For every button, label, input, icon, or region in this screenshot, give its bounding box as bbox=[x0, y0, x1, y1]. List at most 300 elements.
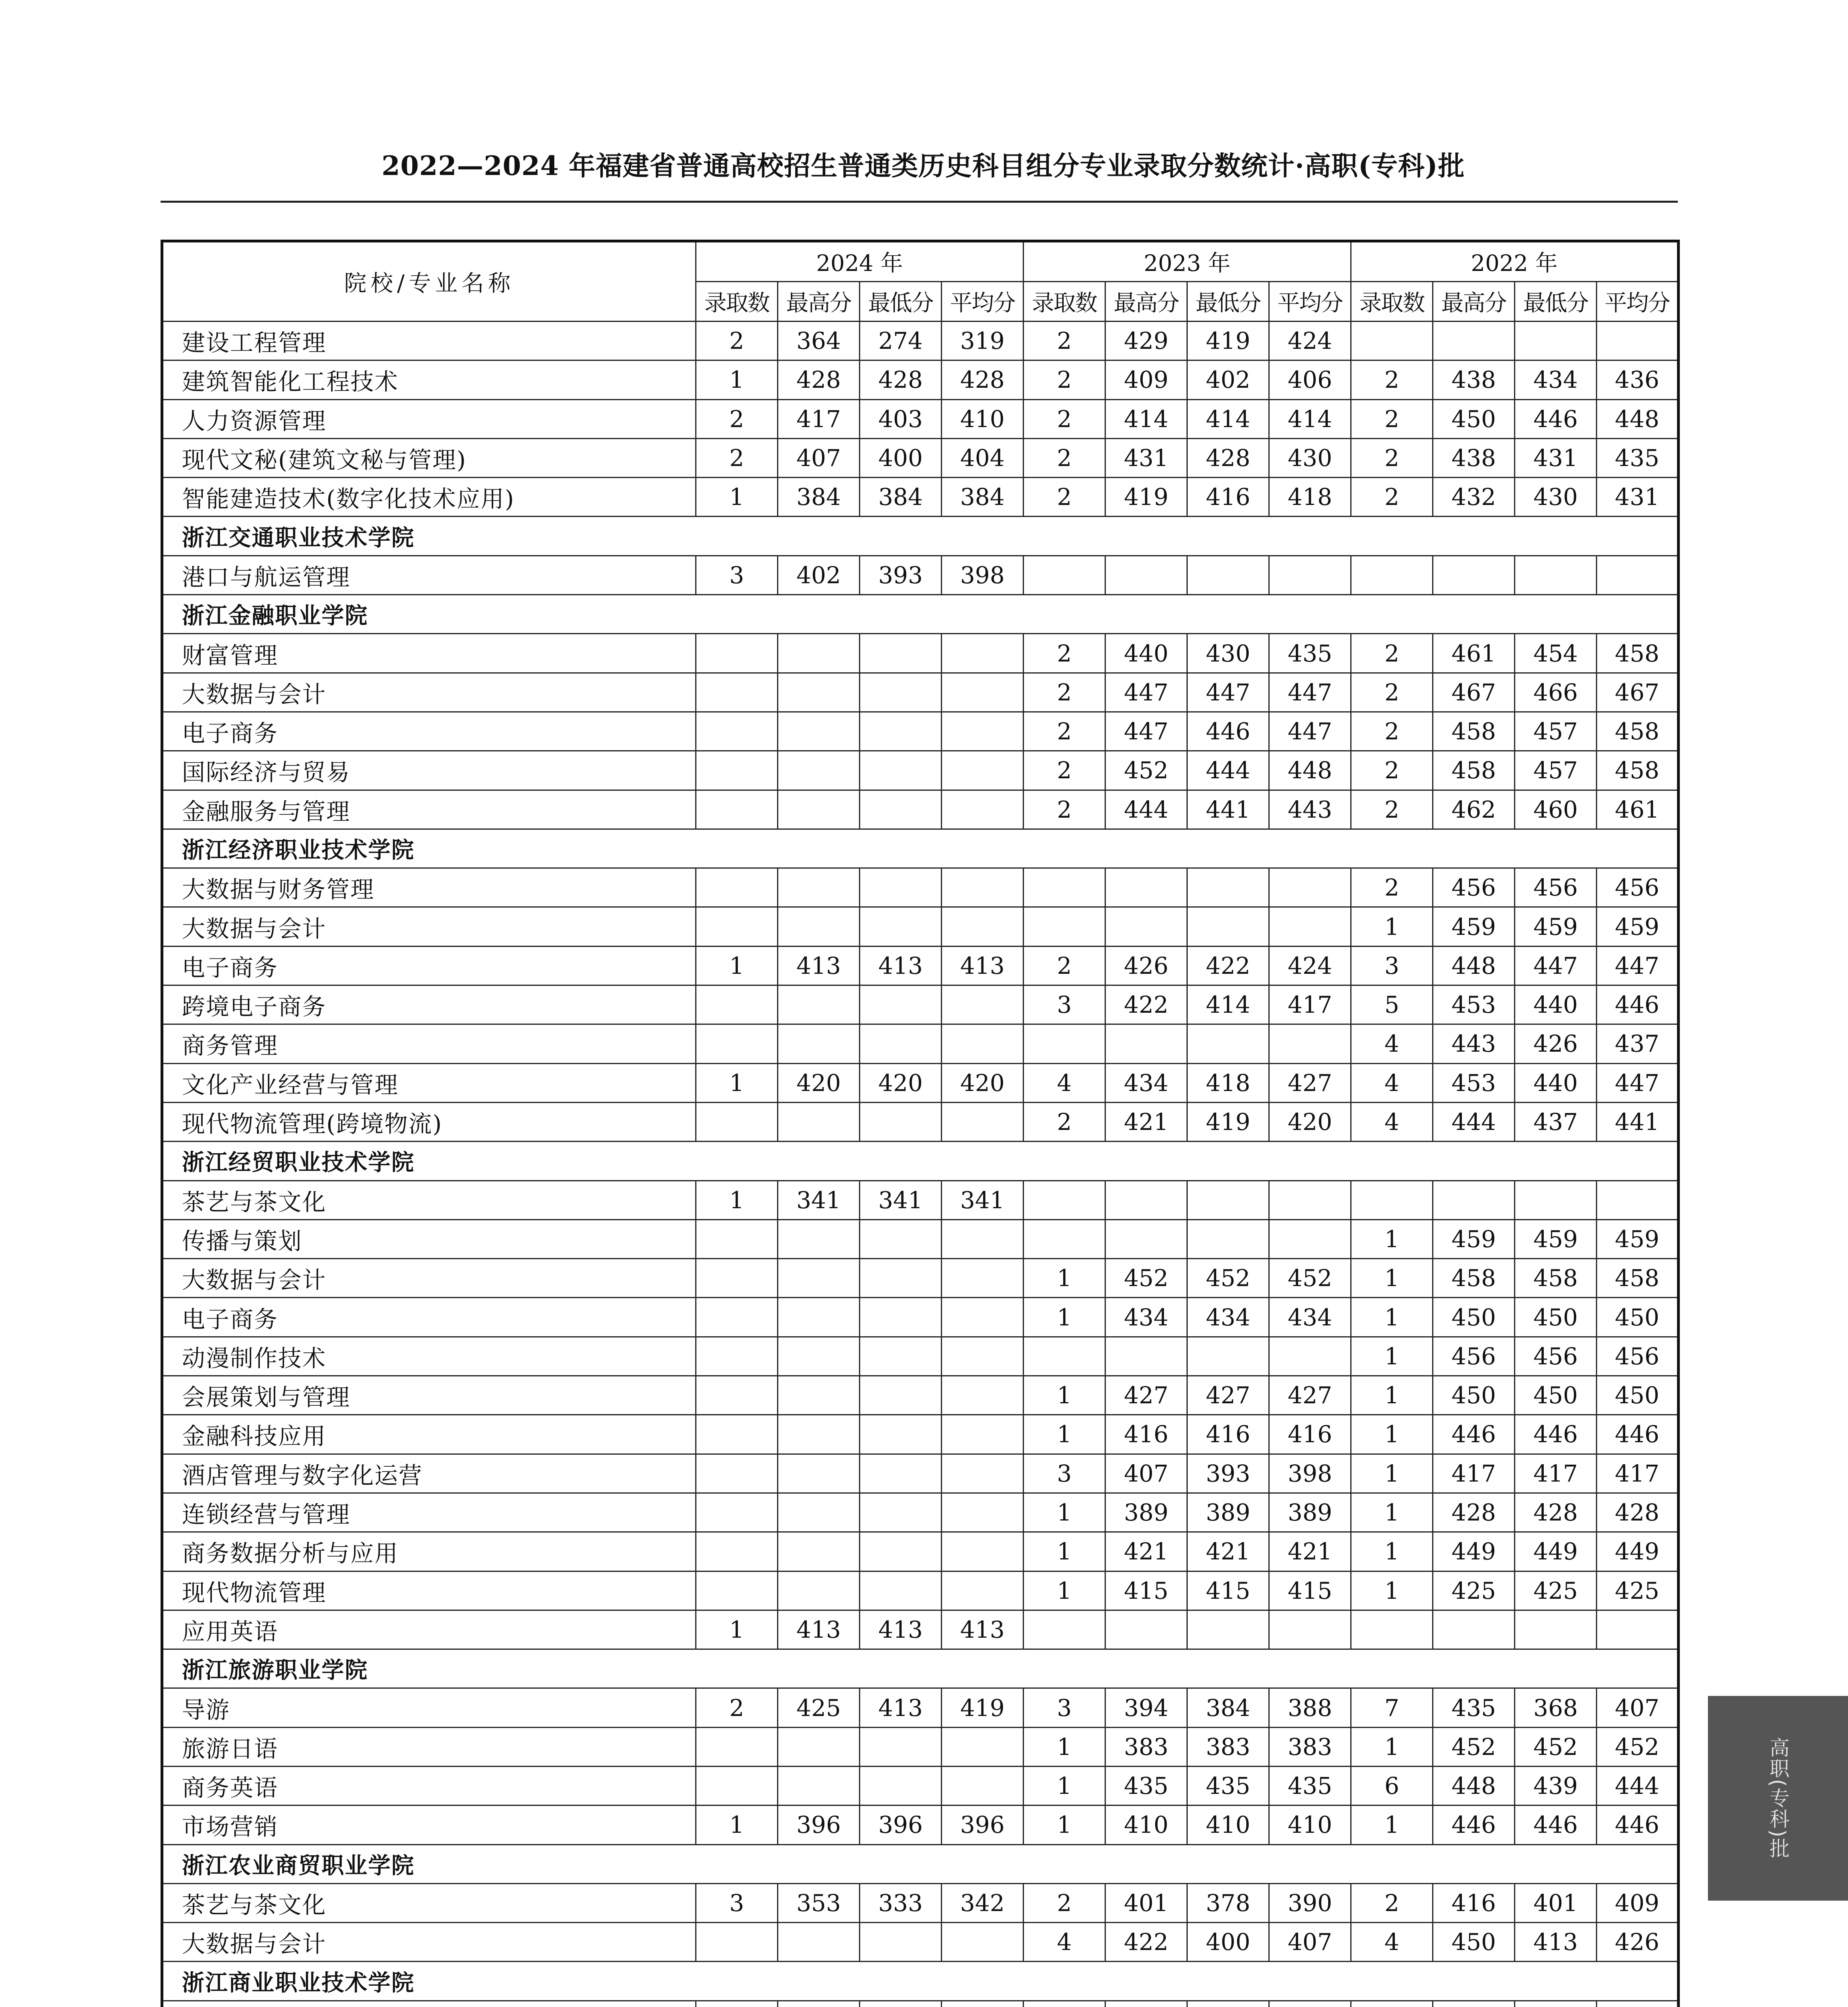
score-cell: 420 bbox=[860, 1063, 942, 1102]
score-cell bbox=[860, 1376, 942, 1415]
score-cell: 456 bbox=[1515, 868, 1597, 907]
score-cell: 427 bbox=[1269, 1376, 1351, 1415]
score-cell: 2 bbox=[1024, 946, 1105, 985]
score-cell bbox=[860, 1923, 942, 1962]
score-cell bbox=[696, 868, 778, 907]
score-cell: 458 bbox=[1597, 634, 1679, 673]
score-cell: 417 bbox=[1515, 1454, 1597, 1493]
major-name: 金融服务与管理 bbox=[162, 790, 696, 829]
score-cell: 466 bbox=[1515, 673, 1597, 712]
score-cell bbox=[696, 634, 778, 673]
score-cell: 422 bbox=[1105, 985, 1187, 1024]
score-cell: 418 bbox=[1187, 1063, 1269, 1102]
score-cell: 438 bbox=[1433, 360, 1515, 399]
score-cell bbox=[1269, 907, 1351, 946]
score-cell: 450 bbox=[1597, 1376, 1679, 1415]
score-cell: 426 bbox=[1515, 1024, 1597, 1063]
sub-header-cell: 最低分 bbox=[860, 282, 942, 322]
score-cell: 2 bbox=[1351, 868, 1433, 907]
school-name: 浙江经贸职业技术学院 bbox=[162, 1142, 1679, 1181]
score-cell bbox=[1433, 322, 1515, 360]
score-cell bbox=[778, 790, 860, 829]
score-cell: 393 bbox=[860, 556, 942, 594]
score-cell: 439 bbox=[1515, 1766, 1597, 1805]
score-cell: 341 bbox=[860, 1181, 942, 1219]
score-cell bbox=[942, 1727, 1024, 1766]
score-cell: 438 bbox=[1433, 438, 1515, 477]
score-cell: 4 bbox=[1351, 1024, 1433, 1063]
score-cell: 401 bbox=[1515, 1883, 1597, 1922]
score-cell: 396 bbox=[860, 1805, 942, 1844]
score-cell: 416 bbox=[1187, 478, 1269, 517]
sub-header-cell: 最低分 bbox=[1187, 282, 1269, 322]
table-row bbox=[162, 1688, 1679, 1727]
score-cell: 2 bbox=[1351, 712, 1433, 751]
score-cell: 414 bbox=[1187, 985, 1269, 1024]
score-cell bbox=[696, 1219, 778, 1258]
score-cell: 453 bbox=[1433, 985, 1515, 1024]
score-cell: 450 bbox=[1515, 1298, 1597, 1337]
major-name: 电子商务 bbox=[162, 1298, 696, 1337]
score-cell bbox=[860, 1454, 942, 1493]
score-cell: 402 bbox=[1187, 360, 1269, 399]
name-column-header: 院校/专业名称 bbox=[162, 241, 696, 322]
score-cell: 454 bbox=[1515, 634, 1597, 673]
score-cell: 446 bbox=[1433, 1415, 1515, 1454]
score-cell: 416 bbox=[1433, 1883, 1515, 1922]
school-row bbox=[162, 829, 1679, 868]
score-cell: 3 bbox=[696, 556, 778, 594]
major-name: 商务数据分析与应用 bbox=[162, 1532, 696, 1571]
score-cell: 388 bbox=[1269, 1688, 1351, 1727]
score-cell: 430 bbox=[1515, 478, 1597, 517]
score-cell: 398 bbox=[1269, 1454, 1351, 1493]
score-cell bbox=[778, 712, 860, 751]
score-cell: 7 bbox=[1351, 1688, 1433, 1727]
sub-header-cell: 录取数 bbox=[696, 282, 778, 322]
score-cell: 2 bbox=[1351, 751, 1433, 790]
score-cell: 396 bbox=[778, 1805, 860, 1844]
score-cell: 4 bbox=[1351, 1063, 1433, 1102]
score-cell bbox=[696, 985, 778, 1024]
score-cell bbox=[942, 1219, 1024, 1258]
major-name: 茶艺与茶文化 bbox=[162, 1181, 696, 1219]
score-cell bbox=[696, 1415, 778, 1454]
score-cell: 3 bbox=[1351, 946, 1433, 985]
table-body bbox=[162, 322, 1679, 2007]
score-cell: 434 bbox=[1105, 1298, 1187, 1337]
score-cell: 425 bbox=[1597, 1571, 1679, 1610]
score-cell: 425 bbox=[1515, 1571, 1597, 1610]
score-cell: 447 bbox=[1269, 673, 1351, 712]
score-cell bbox=[1187, 868, 1269, 907]
score-cell: 1 bbox=[696, 360, 778, 399]
score-cell: 417 bbox=[1433, 1454, 1515, 1493]
score-cell: 441 bbox=[1597, 1102, 1679, 1141]
score-cell: 431 bbox=[1515, 438, 1597, 477]
score-cell: 448 bbox=[1597, 399, 1679, 438]
score-cell: 413 bbox=[860, 1688, 942, 1727]
sub-header-cell: 最高分 bbox=[1433, 282, 1515, 322]
score-cell bbox=[1515, 556, 1597, 594]
score-cell: 410 bbox=[1105, 1805, 1187, 1844]
score-cell bbox=[942, 1532, 1024, 1571]
score-cell: 458 bbox=[1433, 751, 1515, 790]
score-cell bbox=[1269, 1181, 1351, 1219]
score-cell: 404 bbox=[942, 438, 1024, 477]
major-name: 港口与航运管理 bbox=[162, 556, 696, 594]
score-cell: 428 bbox=[1433, 1493, 1515, 1532]
score-cell: 419 bbox=[1187, 1102, 1269, 1141]
score-cell bbox=[696, 2001, 778, 2007]
score-cell bbox=[942, 1493, 1024, 1532]
score-cell: 400 bbox=[1187, 1923, 1269, 1962]
score-cell: 431 bbox=[1105, 438, 1187, 477]
score-cell: 389 bbox=[1269, 1493, 1351, 1532]
score-cell: 450 bbox=[1597, 1298, 1679, 1337]
score-cell bbox=[696, 1376, 778, 1415]
score-cell: 1 bbox=[1351, 1493, 1433, 1532]
score-cell bbox=[1024, 1024, 1105, 1063]
score-cell bbox=[778, 907, 860, 946]
score-cell bbox=[1105, 2001, 1187, 2007]
score-cell bbox=[778, 1532, 860, 1571]
score-cell bbox=[1597, 1610, 1679, 1649]
major-name: 应用英语 bbox=[162, 1610, 696, 1649]
score-cell bbox=[1269, 1219, 1351, 1258]
score-cell: 444 bbox=[1433, 1102, 1515, 1141]
score-cell bbox=[860, 1571, 942, 1610]
score-cell: 435 bbox=[1187, 1766, 1269, 1805]
score-cell: 452 bbox=[1515, 1727, 1597, 1766]
score-cell: 415 bbox=[1269, 1571, 1351, 1610]
score-cell bbox=[860, 1532, 942, 1571]
table-row bbox=[162, 322, 1679, 360]
score-cell bbox=[778, 1298, 860, 1337]
score-cell: 401 bbox=[1105, 1883, 1187, 1922]
table-row bbox=[162, 1532, 1679, 1571]
score-cell: 6 bbox=[1351, 1766, 1433, 1805]
score-cell bbox=[778, 1337, 860, 1376]
score-cell: 425 bbox=[778, 1688, 860, 1727]
score-cell: 1 bbox=[1351, 1454, 1433, 1493]
score-cell: 452 bbox=[1269, 1259, 1351, 1298]
major-name: 跨境电子商务 bbox=[162, 985, 696, 1024]
score-cell: 428 bbox=[1597, 1493, 1679, 1532]
score-cell: 446 bbox=[1433, 1805, 1515, 1844]
table-row bbox=[162, 556, 1679, 594]
score-cell bbox=[1105, 1181, 1187, 1219]
score-cell: 398 bbox=[942, 556, 1024, 594]
score-cell: 413 bbox=[942, 1610, 1024, 1649]
score-cell: 435 bbox=[1433, 1688, 1515, 1727]
sub-header-cell: 录取数 bbox=[1351, 282, 1433, 322]
score-cell: 421 bbox=[1105, 1532, 1187, 1571]
score-cell: 435 bbox=[1269, 1766, 1351, 1805]
score-cell: 2 bbox=[696, 322, 778, 360]
score-cell: 383 bbox=[1187, 1727, 1269, 1766]
score-cell: 1 bbox=[1351, 1219, 1433, 1258]
score-cell: 427 bbox=[1269, 1063, 1351, 1102]
score-cell: 452 bbox=[1105, 1259, 1187, 1298]
score-cell: 435 bbox=[1105, 1766, 1187, 1805]
school-row bbox=[162, 1844, 1679, 1883]
score-cell: 440 bbox=[1515, 985, 1597, 1024]
score-cell: 436 bbox=[1597, 360, 1679, 399]
score-cell: 426 bbox=[1105, 946, 1187, 985]
score-cell bbox=[1515, 322, 1597, 360]
score-cell: 424 bbox=[1269, 946, 1351, 985]
table-row bbox=[162, 634, 1679, 673]
score-cell bbox=[1024, 1219, 1105, 1258]
score-cell bbox=[778, 1493, 860, 1532]
score-cell bbox=[696, 1259, 778, 1298]
score-cell bbox=[1515, 1610, 1597, 1649]
score-cell: 2 bbox=[1351, 634, 1433, 673]
score-cell: 447 bbox=[1105, 673, 1187, 712]
sub-header-cell: 平均分 bbox=[942, 282, 1024, 322]
score-cell: 414 bbox=[1105, 399, 1187, 438]
score-cell bbox=[860, 1337, 942, 1376]
score-cell: 449 bbox=[1433, 1532, 1515, 1571]
score-cell: 407 bbox=[1269, 1923, 1351, 1962]
score-cell: 342 bbox=[942, 1883, 1024, 1922]
score-cell: 2 bbox=[1351, 360, 1433, 399]
score-cell: 407 bbox=[1597, 1688, 1679, 1727]
score-cell: 3 bbox=[1024, 1688, 1105, 1727]
score-cell: 3 bbox=[696, 1883, 778, 1922]
score-cell: 452 bbox=[1105, 751, 1187, 790]
score-cell: 319 bbox=[942, 322, 1024, 360]
score-cell: 1 bbox=[1024, 1532, 1105, 1571]
score-cell bbox=[942, 712, 1024, 751]
school-name: 浙江经济职业技术学院 bbox=[162, 829, 1679, 868]
score-cell: 416 bbox=[1187, 1415, 1269, 1454]
score-cell: 424 bbox=[1269, 322, 1351, 360]
score-cell: 2 bbox=[1351, 1883, 1433, 1922]
score-cell bbox=[778, 2001, 860, 2007]
score-cell: 2 bbox=[1351, 399, 1433, 438]
score-cell: 409 bbox=[1597, 1883, 1679, 1922]
score-cell: 417 bbox=[1597, 1454, 1679, 1493]
score-cell: 1 bbox=[696, 1181, 778, 1219]
score-cell: 414 bbox=[1187, 399, 1269, 438]
side-tab bbox=[1708, 1696, 1848, 1901]
score-cell: 407 bbox=[778, 438, 860, 477]
score-cell bbox=[778, 1454, 860, 1493]
table-row bbox=[162, 907, 1679, 946]
score-cell: 420 bbox=[942, 1063, 1024, 1102]
score-cell: 417 bbox=[1269, 985, 1351, 1024]
table-row bbox=[162, 1024, 1679, 1063]
score-cell bbox=[696, 1571, 778, 1610]
table-row bbox=[162, 1298, 1679, 1337]
score-cell: 1 bbox=[696, 1805, 778, 1844]
score-cell: 403 bbox=[860, 399, 942, 438]
score-cell bbox=[1351, 556, 1433, 594]
table-row bbox=[162, 1923, 1679, 1962]
score-cell: 447 bbox=[1105, 712, 1187, 751]
score-cell bbox=[860, 673, 942, 712]
score-cell: 444 bbox=[1105, 790, 1187, 829]
score-cell bbox=[1187, 1181, 1269, 1219]
score-cell: 446 bbox=[1515, 1805, 1597, 1844]
score-cell: 450 bbox=[1433, 1298, 1515, 1337]
score-cell: 406 bbox=[1269, 360, 1351, 399]
score-cell bbox=[860, 907, 942, 946]
score-cell: 461 bbox=[1597, 790, 1679, 829]
score-cell bbox=[942, 1298, 1024, 1337]
table-row bbox=[162, 1454, 1679, 1493]
score-cell: 458 bbox=[1597, 1259, 1679, 1298]
major-name: 现代物流管理(跨境物流) bbox=[162, 1102, 696, 1141]
score-cell bbox=[778, 1259, 860, 1298]
score-cell: 419 bbox=[1187, 322, 1269, 360]
score-cell: 396 bbox=[942, 1805, 1024, 1844]
score-cell: 446 bbox=[1597, 1415, 1679, 1454]
score-cell: 421 bbox=[1105, 1102, 1187, 1141]
score-cell: 425 bbox=[1433, 1571, 1515, 1610]
score-cell: 5 bbox=[1351, 985, 1433, 1024]
score-cell: 413 bbox=[778, 1610, 860, 1649]
score-cell: 422 bbox=[1105, 1923, 1187, 1962]
table-row bbox=[162, 1805, 1679, 1844]
major-name bbox=[162, 2001, 696, 2007]
score-cell bbox=[860, 1024, 942, 1063]
score-cell bbox=[1269, 1610, 1351, 1649]
score-cell bbox=[860, 1102, 942, 1141]
score-cell bbox=[1597, 322, 1679, 360]
score-cell bbox=[1351, 1610, 1433, 1649]
score-cell: 428 bbox=[1515, 1493, 1597, 1532]
score-cell bbox=[696, 751, 778, 790]
score-cell: 456 bbox=[1597, 868, 1679, 907]
score-cell: 440 bbox=[1515, 1063, 1597, 1102]
score-cell bbox=[942, 2001, 1024, 2007]
score-cell: 390 bbox=[1269, 1883, 1351, 1922]
score-cell bbox=[1515, 1181, 1597, 1219]
table-row bbox=[162, 985, 1679, 1024]
score-cell bbox=[778, 634, 860, 673]
table-row bbox=[162, 1181, 1679, 1219]
score-cell: 2 bbox=[1024, 673, 1105, 712]
score-cell: 437 bbox=[1515, 1102, 1597, 1141]
score-cell bbox=[1105, 907, 1187, 946]
table-row bbox=[162, 946, 1679, 985]
score-cell bbox=[1433, 1610, 1515, 1649]
major-name: 国际经济与贸易 bbox=[162, 751, 696, 790]
table-row bbox=[162, 751, 1679, 790]
score-cell: 449 bbox=[1597, 1532, 1679, 1571]
sub-header-cell: 平均分 bbox=[1597, 282, 1679, 322]
score-cell: 415 bbox=[1187, 1571, 1269, 1610]
score-cell: 426 bbox=[1597, 1923, 1679, 1962]
score-cell bbox=[778, 1102, 860, 1141]
score-cell bbox=[778, 751, 860, 790]
score-cell bbox=[1187, 556, 1269, 594]
major-name: 大数据与会计 bbox=[162, 1923, 696, 1962]
score-cell bbox=[942, 1337, 1024, 1376]
score-cell: 450 bbox=[1433, 399, 1515, 438]
score-cell: 435 bbox=[1597, 438, 1679, 477]
score-cell: 1 bbox=[1024, 1805, 1105, 1844]
major-name: 商务英语 bbox=[162, 1766, 696, 1805]
score-cell: 427 bbox=[1187, 1376, 1269, 1415]
score-cell: 274 bbox=[860, 322, 942, 360]
score-cell bbox=[1024, 1610, 1105, 1649]
score-cell: 456 bbox=[1433, 1337, 1515, 1376]
score-cell bbox=[778, 1376, 860, 1415]
score-cell: 2 bbox=[1024, 712, 1105, 751]
score-cell bbox=[778, 673, 860, 712]
score-cell bbox=[860, 712, 942, 751]
score-cell: 407 bbox=[1105, 1454, 1187, 1493]
score-cell: 393 bbox=[1187, 1454, 1269, 1493]
major-name: 传播与策划 bbox=[162, 1219, 696, 1258]
score-cell: 410 bbox=[1187, 1805, 1269, 1844]
score-cell: 456 bbox=[1597, 1337, 1679, 1376]
score-cell: 2 bbox=[1024, 399, 1105, 438]
major-name: 金融科技应用 bbox=[162, 1415, 696, 1454]
score-cell bbox=[860, 751, 942, 790]
score-cell: 416 bbox=[1269, 1415, 1351, 1454]
score-cell: 419 bbox=[942, 1688, 1024, 1727]
school-row bbox=[162, 1962, 1679, 2001]
score-cell: 413 bbox=[778, 946, 860, 985]
score-cell bbox=[942, 985, 1024, 1024]
score-cell: 450 bbox=[1515, 1376, 1597, 1415]
score-cell: 459 bbox=[1597, 907, 1679, 946]
score-cell: 447 bbox=[1187, 673, 1269, 712]
score-cell bbox=[942, 1259, 1024, 1298]
score-cell: 413 bbox=[942, 946, 1024, 985]
score-cell bbox=[942, 1024, 1024, 1063]
score-cell bbox=[942, 907, 1024, 946]
score-cell: 446 bbox=[1597, 1805, 1679, 1844]
score-cell: 1 bbox=[1351, 1727, 1433, 1766]
score-cell bbox=[942, 751, 1024, 790]
score-cell: 422 bbox=[1187, 946, 1269, 985]
score-cell: 414 bbox=[1269, 399, 1351, 438]
major-name: 现代物流管理 bbox=[162, 1571, 696, 1610]
score-cell bbox=[860, 1493, 942, 1532]
table-row bbox=[162, 438, 1679, 477]
table-row bbox=[162, 1493, 1679, 1532]
score-cell bbox=[942, 1376, 1024, 1415]
score-cell: 1 bbox=[696, 946, 778, 985]
score-cell: 2 bbox=[1351, 790, 1433, 829]
score-cell bbox=[860, 1727, 942, 1766]
score-cell bbox=[1433, 2001, 1515, 2007]
score-cell: 453 bbox=[1433, 1063, 1515, 1102]
score-cell bbox=[696, 790, 778, 829]
score-cell bbox=[778, 1219, 860, 1258]
score-cell bbox=[860, 1219, 942, 1258]
score-cell: 1 bbox=[1024, 1493, 1105, 1532]
major-name: 大数据与会计 bbox=[162, 1259, 696, 1298]
score-cell: 2 bbox=[1024, 1102, 1105, 1141]
major-name: 电子商务 bbox=[162, 946, 696, 985]
score-cell bbox=[696, 1493, 778, 1532]
table-row bbox=[162, 478, 1679, 517]
score-cell: 447 bbox=[1515, 946, 1597, 985]
year-header-2022: 2022 年 bbox=[1351, 241, 1679, 282]
score-cell bbox=[1187, 1610, 1269, 1649]
school-name: 浙江旅游职业学院 bbox=[162, 1649, 1679, 1688]
school-name: 浙江交通职业技术学院 bbox=[162, 517, 1679, 556]
sub-header-cell: 平均分 bbox=[1269, 282, 1351, 322]
score-cell: 2 bbox=[1351, 673, 1433, 712]
